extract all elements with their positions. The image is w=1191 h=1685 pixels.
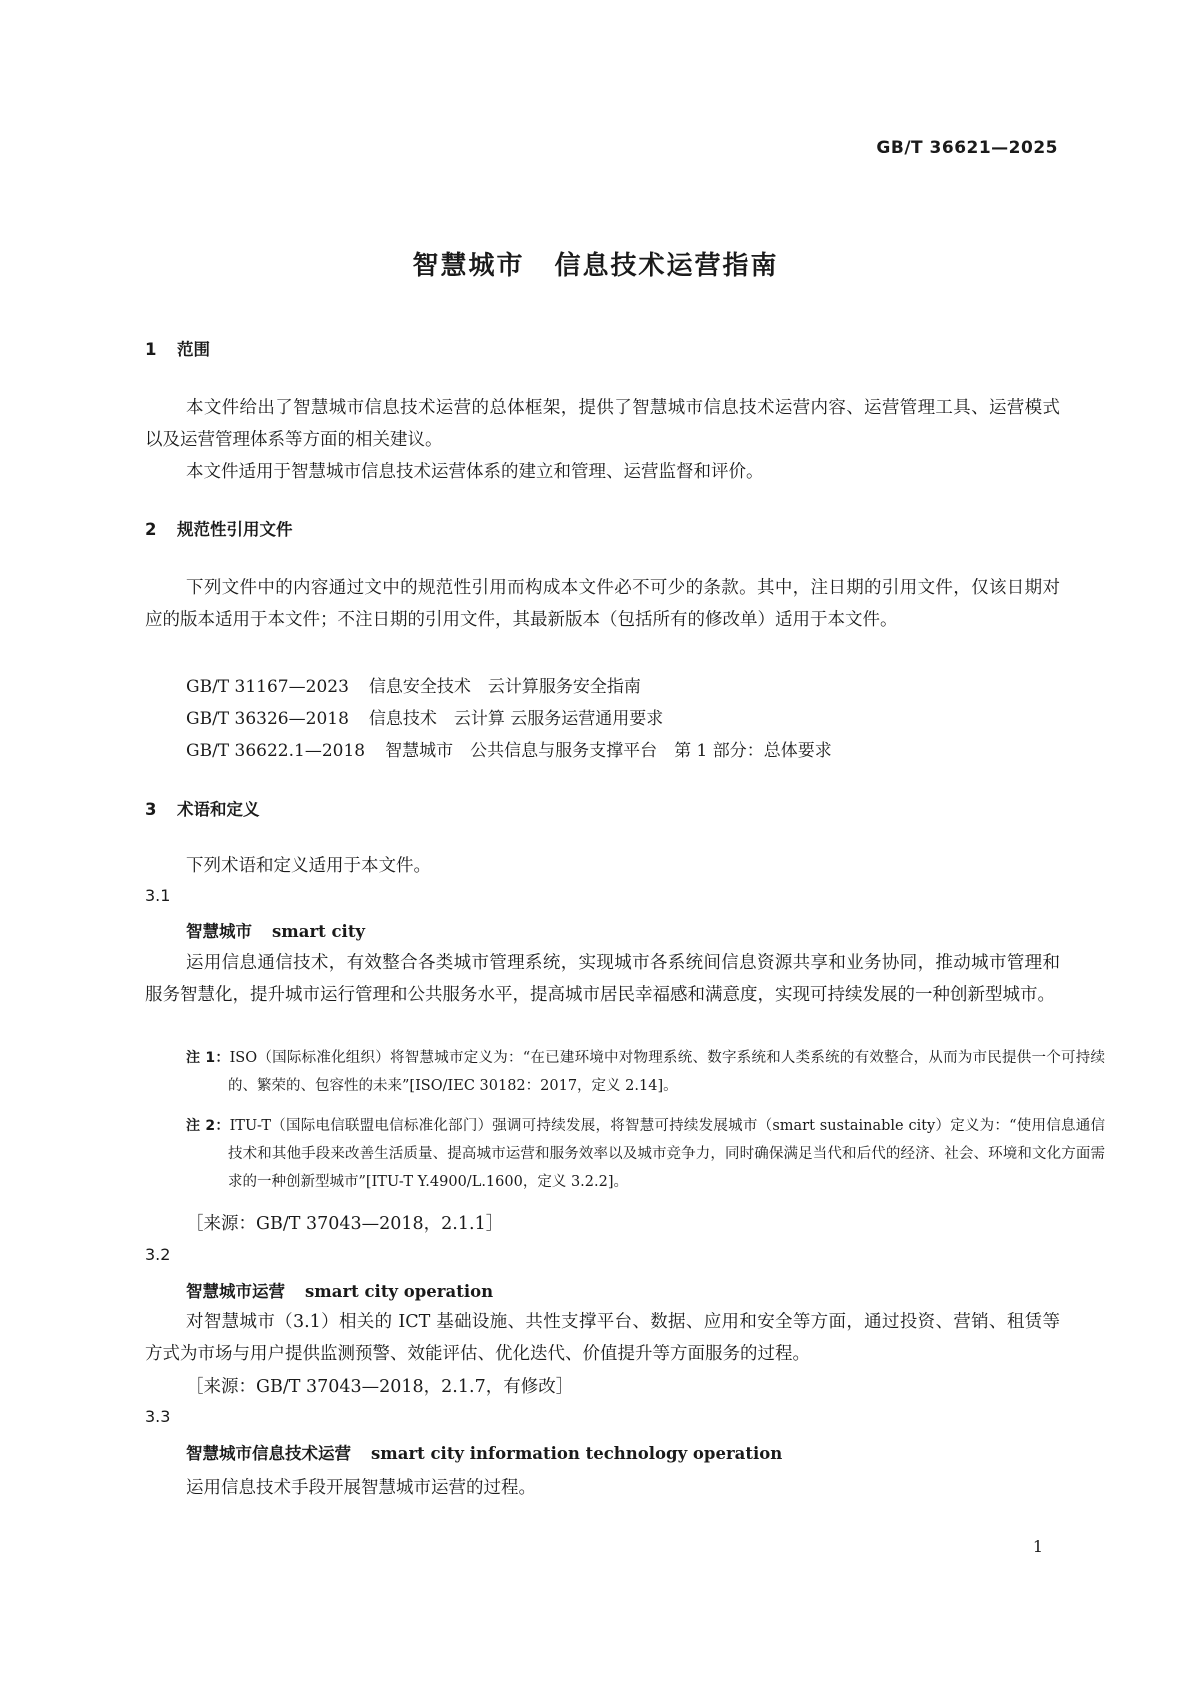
term-name-en: smart city information technology operation	[371, 1444, 783, 1463]
reference-item	[186, 736, 1191, 761]
term-name-zh: 智慧城市	[186, 922, 252, 941]
section-2-heading	[145, 516, 1191, 540]
section-1-paragraph-1: 本文件给出了智慧城市信息技术运营的总体框架，提供了智慧城市信息技术运营内容、运营管理工具、运营模式以及运营管理体系等方面的相关建议。	[145, 398, 1060, 450]
section-2-paragraph: 下列文件中的内容通过文中的规范性引用而构成本文件必不可少的条款。其中，注日期的引用文件，仅该日期对应的版本适用于本文件；不注日期的引用文件，其最新版本（包括所有的修改单）适用于本文件。	[145, 578, 1060, 630]
title-part2: 信息技术运营指南	[554, 251, 779, 281]
term-name-en: smart city	[272, 922, 366, 941]
note-label: 注 2：	[186, 1118, 230, 1134]
term-number: 3.1	[145, 886, 171, 905]
standard-code: GB/T 36621—2025	[876, 138, 1058, 158]
term-definition: 运用信息通信技术，有效整合各类城市管理系统，实现城市各系统间信息资源共享和业务协同，推动城市管理和服务智慧化，提升城市运行管理和公共服务水平，提高城市居民幸福感和满意度，实现可持续发展的一种创新型城市。	[145, 953, 1060, 1005]
document-title	[0, 245, 1191, 282]
reference-title: 智慧城市 公共信息与服务支撑平台 第 1 部分：总体要求	[385, 741, 832, 761]
section-3-intro: 下列术语和定义适用于本文件。	[186, 856, 431, 876]
term-number: 3.2	[145, 1245, 171, 1264]
section-3-title: 术语和定义	[177, 800, 260, 819]
section-2-title: 规范性引用文件	[177, 520, 293, 539]
section-1-paragraph-2: 本文件适用于智慧城市信息技术运营体系的建立和管理、运营监督和评价。	[186, 462, 764, 482]
note-1	[186, 1044, 1105, 1100]
reference-title: 信息安全技术 云计算服务安全指南	[368, 677, 641, 697]
section-3-number: 3	[145, 800, 157, 819]
title-part1: 智慧城市	[412, 251, 525, 281]
section-1-number: 1	[145, 340, 157, 359]
section-1-title: 范围	[177, 340, 210, 359]
term-source: ［来源：GB/T 37043—2018，2.1.7，有修改］	[186, 1377, 574, 1397]
term-definition: 运用信息技术手段开展智慧城市运营的过程。	[186, 1478, 536, 1498]
term-name	[186, 1278, 1191, 1302]
reference-item	[186, 704, 1191, 729]
note-2	[186, 1112, 1105, 1196]
page-number: 1	[1032, 1537, 1043, 1556]
term-name-zh: 智慧城市运营	[186, 1282, 285, 1301]
reference-code: GB/T 31167—2023	[186, 677, 349, 697]
note-text: ISO（国际标准化组织）将智慧城市定义为：“在已建环境中对物理系统、数字系统和人类系统的有效整合，从而为市民提供一个可持续的、繁荣的、包容性的未来”[ISO/IEC 30182：2017，定义 2.14]。	[228, 1050, 1105, 1094]
section-3-heading	[145, 796, 1191, 820]
term-source: ［来源：GB/T 37043—2018，2.1.1］	[186, 1214, 504, 1234]
note-label: 注 1：	[186, 1050, 230, 1066]
term-name-zh: 智慧城市信息技术运营	[186, 1444, 351, 1463]
term-number: 3.3	[145, 1407, 171, 1426]
reference-code: GB/T 36326—2018	[186, 709, 349, 729]
reference-item	[186, 672, 1191, 697]
term-name	[186, 918, 1191, 942]
term-definition: 对智慧城市（3.1）相关的 ICT 基础设施、共性支撑平台、数据、应用和安全等方面，通过投资、营销、租赁等方式为市场与用户提供监测预警、效能评估、优化迭代、价值提升等方面服务的过程。	[145, 1312, 1060, 1364]
term-name	[186, 1440, 1191, 1464]
section-2-number: 2	[145, 520, 157, 539]
reference-title: 信息技术 云计算 云服务运营通用要求	[368, 709, 664, 729]
section-1-heading	[145, 336, 1191, 360]
term-name-en: smart city operation	[305, 1282, 494, 1301]
note-text: ITU-T（国际电信联盟电信标准化部门）强调可持续发展，将智慧可持续发展城市（smart sustainable city）定义为：“使用信息通信技术和其他手段来改善生活质量、提高城市运营和服务效率以及城市竞争力，同时确保满足当代和后代的经济、社会、环境和文化方面需求的一种创新型城市”[ITU-T Y.4900/L.1600，定义 3.2.2]。	[228, 1118, 1105, 1190]
reference-code: GB/T 36622.1—2018	[186, 741, 366, 761]
